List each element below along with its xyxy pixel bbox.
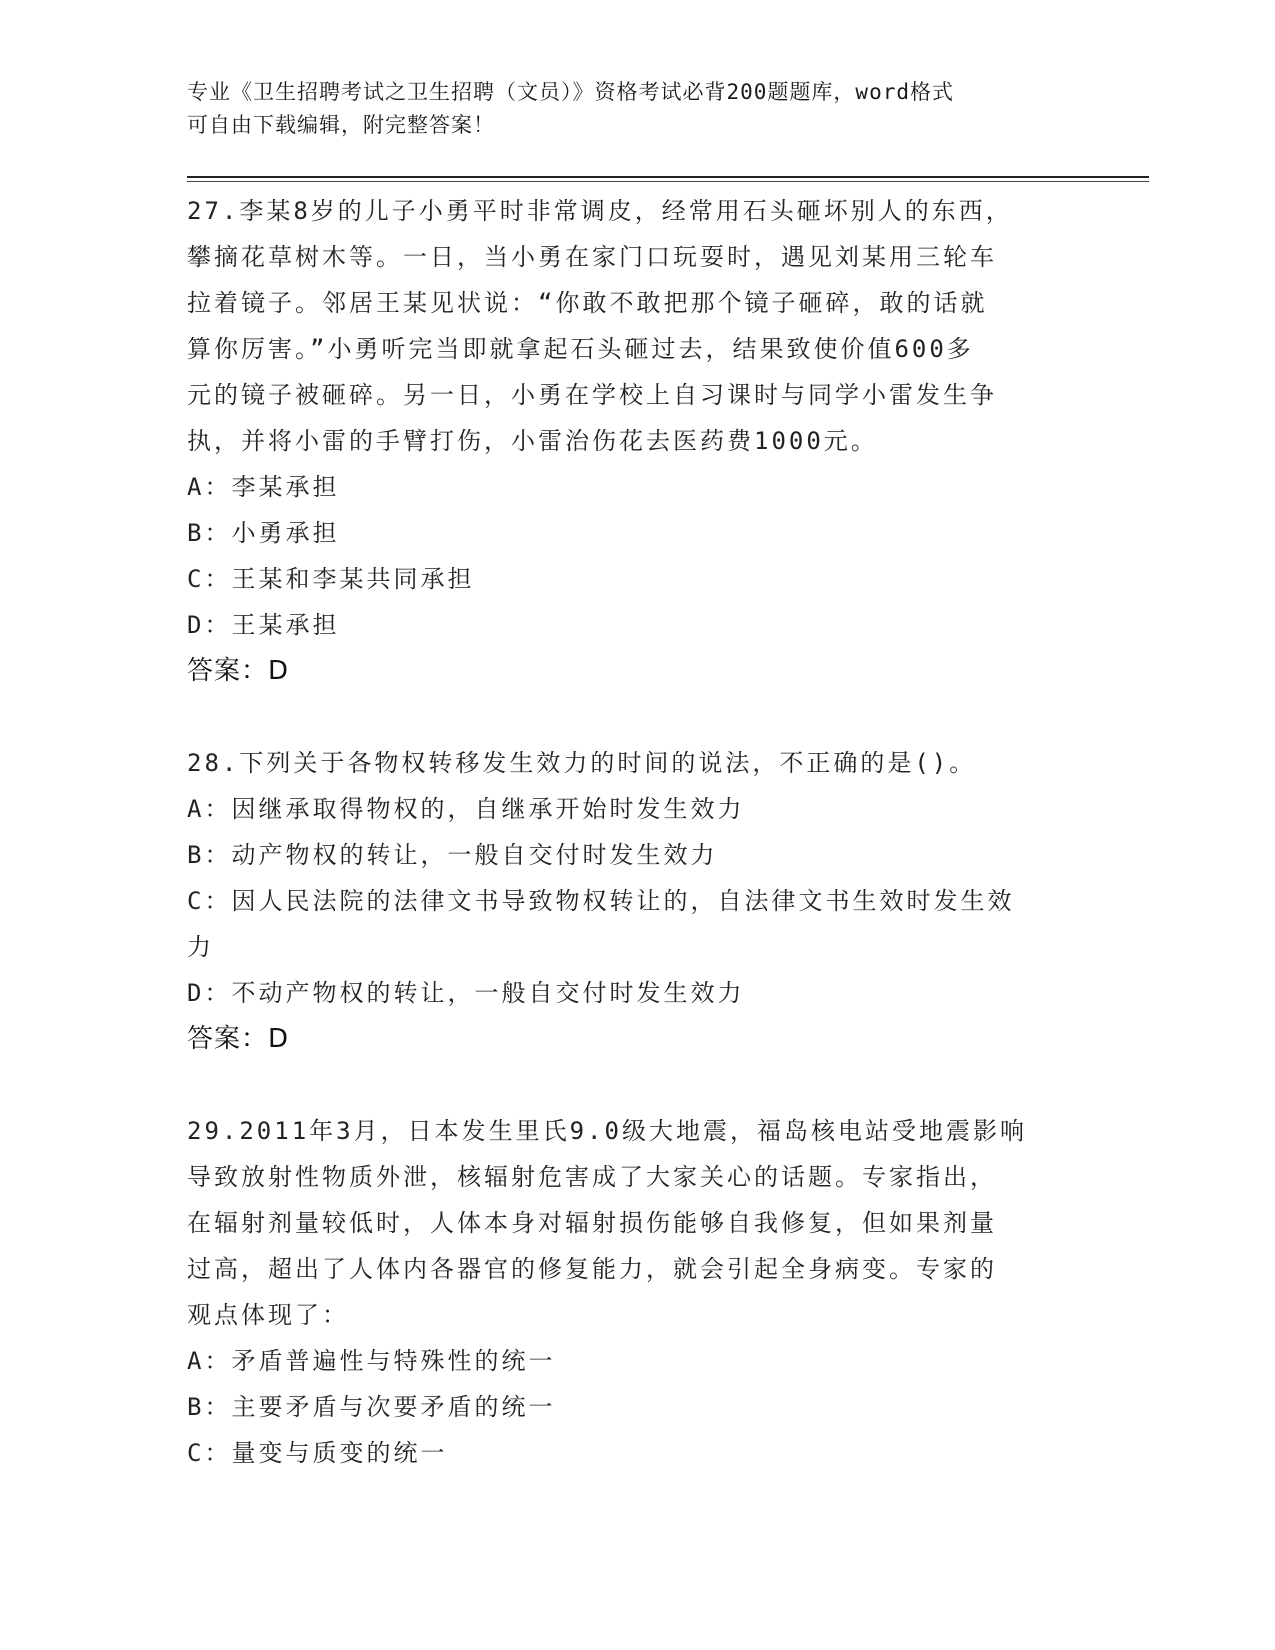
question-29: [187, 1108, 1087, 1476]
option-d: D：王某承担: [187, 611, 340, 639]
option-c: C：量变与质变的统一: [187, 1439, 448, 1467]
question-list: [187, 188, 1087, 1476]
question-stem-line: 29.2011年3月，日本发生里氏9.0级大地震，福岛核电站受地震影响: [187, 1117, 1027, 1145]
option-d: D：不动产物权的转让，一般自交付时发生效力: [187, 979, 745, 1007]
question-stem-line: 元的镜子被砸碎。另一日，小勇在学校上自习课时与同学小雷发生争: [187, 381, 997, 409]
question-stem-line: 27.李某8岁的儿子小勇平时非常调皮，经常用石头砸坏别人的东西，: [187, 197, 1013, 225]
question-stem-line: 执，并将小雷的手臂打伤，小雷治伤花去医药费1000元。: [187, 427, 878, 455]
question-stem-line: 算你厉害。”小勇听完当即就拿起石头砸过去，结果致使价值600多: [187, 335, 974, 363]
answer-label: 答案：D: [187, 1024, 290, 1054]
option-a: A：因继承取得物权的，自继承开始时发生效力: [187, 795, 745, 823]
question-stem-line: 在辐射剂量较低时，人体本身对辐射损伤能够自我修复，但如果剂量: [187, 1209, 997, 1237]
question-stem-line: 观点体现了：: [187, 1301, 349, 1329]
option-a: A：矛盾普遍性与特殊性的统一: [187, 1347, 556, 1375]
header-line-2: 可自由下载编辑，附完整答案！: [187, 113, 495, 137]
document-header: [187, 76, 1067, 142]
question-stem-line: 攀摘花草树木等。一日，当小勇在家门口玩耍时，遇见刘某用三轮车: [187, 243, 997, 271]
question-27: [187, 188, 1087, 694]
option-b: B：动产物权的转让，一般自交付时发生效力: [187, 841, 718, 869]
question-stem-line: 过高，超出了人体内各器官的修复能力，就会引起全身病变。专家的: [187, 1255, 997, 1283]
question-stem-line: 导致放射性物质外泄，核辐射危害成了大家关心的话题。专家指出，: [187, 1163, 997, 1191]
header-line-1: 专业《卫生招聘考试之卫生招聘（文员）》资格考试必背200题题库，word格式: [187, 80, 954, 104]
question-28: [187, 740, 1087, 1062]
header-divider-thin: [187, 181, 1149, 182]
option-a: A：李某承担: [187, 473, 340, 501]
option-c: C：因人民法院的法律文书导致物权转让的，自法律文书生效时发生效: [187, 887, 1015, 915]
option-c-continued: 力: [187, 933, 214, 961]
question-stem-line: 28.下列关于各物权转移发生效力的时间的说法，不正确的是()。: [187, 749, 977, 777]
option-b: B：小勇承担: [187, 519, 340, 547]
answer-label: 答案：D: [187, 656, 290, 686]
question-stem-line: 拉着镜子。邻居王某见状说：“你敢不敢把那个镜子砸碎，敢的话就: [187, 289, 988, 317]
option-b: B：主要矛盾与次要矛盾的统一: [187, 1393, 556, 1421]
header-divider: [187, 176, 1149, 178]
option-c: C：王某和李某共同承担: [187, 565, 475, 593]
